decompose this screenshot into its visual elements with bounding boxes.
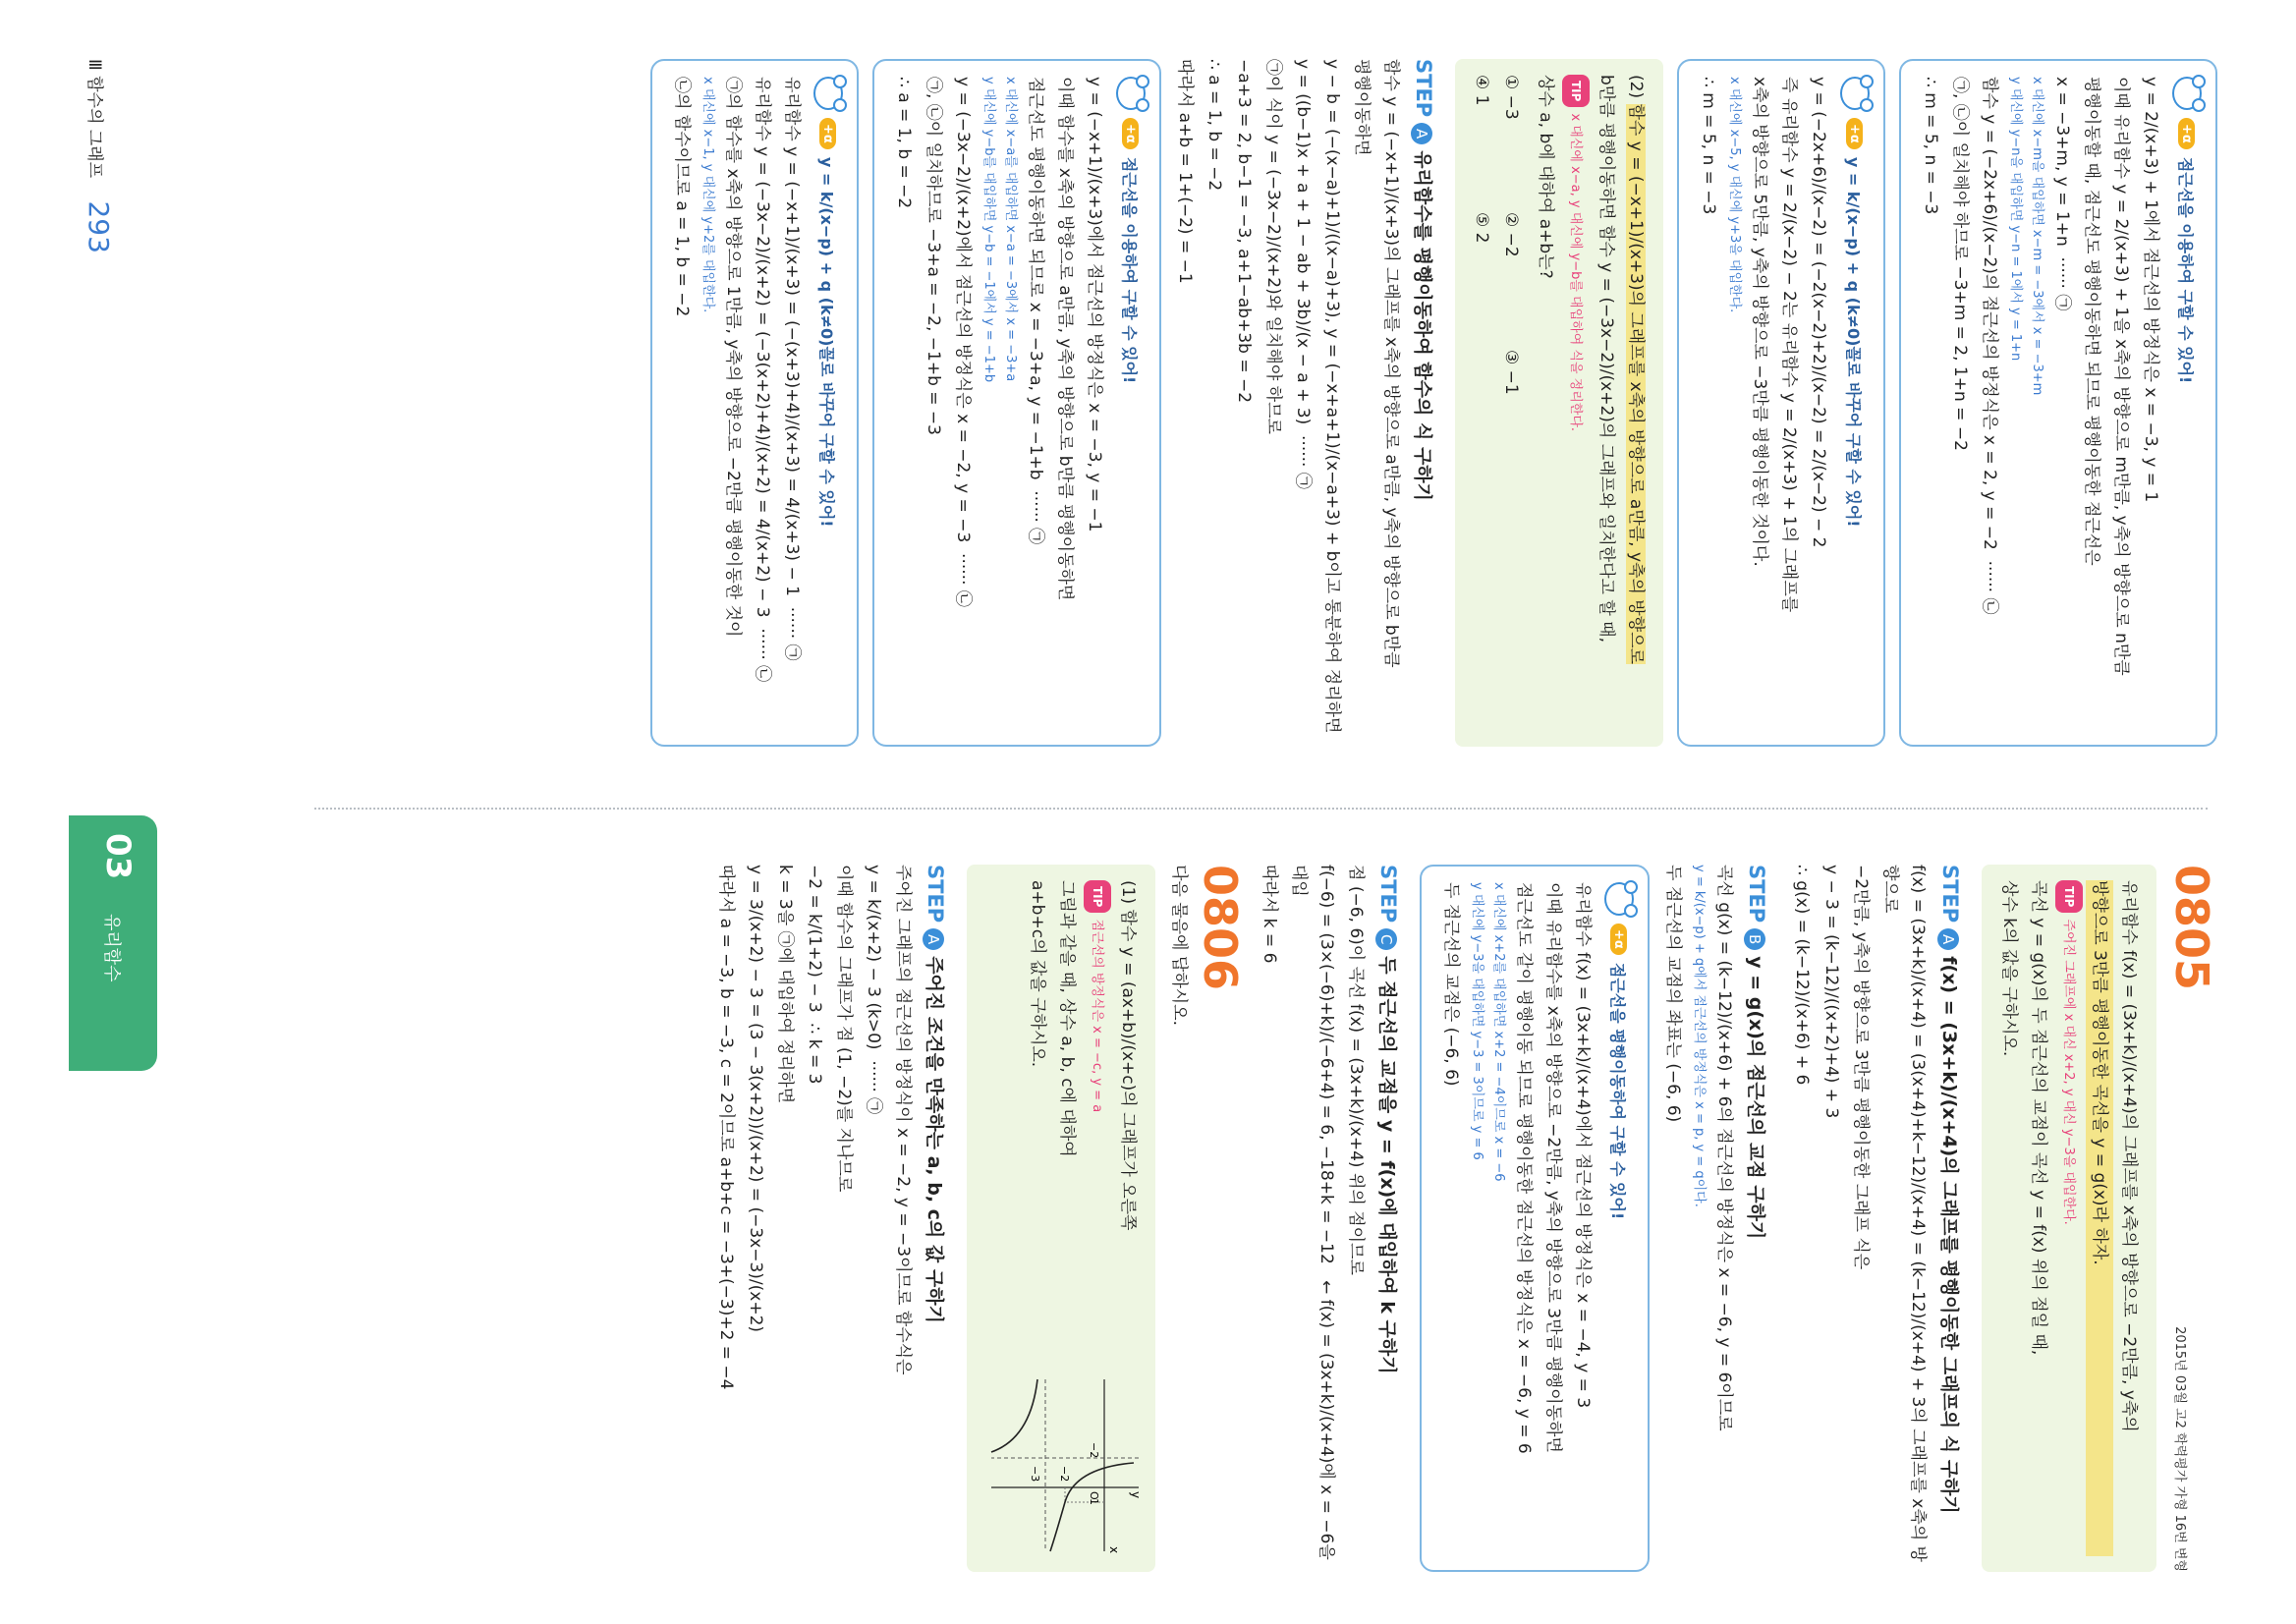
section-name: Ⅲ 함수의 그래프 bbox=[84, 59, 104, 179]
step-a-left bbox=[1411, 59, 1437, 747]
box-line: y = (−2x+6)/(x−2) = (−2(x−2)+2)/(x−2) = 2/(x−2) − 2 bbox=[1809, 77, 1828, 548]
box-line: 함수 y = (−2x+6)/(x−2)의 점근선의 방정식은 x = 2, y = −2 ······ ㉡ bbox=[1980, 77, 1999, 615]
box-note: y 대신에 y−3을 대입하면 y−3 = 3이므로 y = 6 bbox=[1470, 882, 1484, 1160]
step-title: 두 점근선의 교점을 y = f(x)에 대입하여 k 구하기 bbox=[1376, 956, 1398, 1374]
tip-badge: TIP bbox=[1562, 75, 1590, 107]
tick-label: −2 bbox=[1088, 1442, 1100, 1459]
solution-line: ㉠이 식이 y = (−3x−2)/(x+2)와 일치해야 하므로 bbox=[1263, 59, 1283, 434]
problem-part-number: (1) bbox=[1118, 880, 1138, 905]
left-column bbox=[295, 59, 2227, 747]
step-label: STEP bbox=[924, 865, 947, 924]
plus-alpha-icon: +α bbox=[1123, 118, 1140, 149]
problem-source: 2015년 03월 고2 학력평가 가형 16번 변형 bbox=[2172, 1326, 2187, 1572]
box-line: 즉 유리함수 y = 2/(x−2) − 2는 유리함수 y = 2/(x+3) + 1의 그래프를 bbox=[1779, 77, 1799, 613]
right-column bbox=[295, 865, 2227, 1572]
box-title: 점근선을 이용하여 구할 수 있어! bbox=[2176, 156, 2196, 384]
solution-line: 평행이동하면 bbox=[1352, 59, 1372, 156]
curve-left-branch bbox=[991, 1379, 1037, 1452]
solution-line: −2 = k/(1+2) − 3 ∴ k = 3 bbox=[805, 865, 824, 1085]
box-note: x 대신에 x−m을 대입하면 x−m = −3에서 x = −3+m bbox=[2030, 77, 2044, 396]
chapter-name: 유리함수 bbox=[101, 914, 122, 982]
problem-line: 그림과 같을 때, 상수 a, b, c에 대하여 bbox=[1057, 880, 1077, 1157]
step-title: 주어진 조건을 만족하는 a, b, c의 값 구하기 bbox=[924, 956, 945, 1323]
page-number: 293 bbox=[83, 200, 115, 253]
tip-text: 점근선의 방정식은 x = −c, y = a bbox=[1090, 919, 1104, 1113]
solution-note: y = k/(x−p) + q에서 점근선의 방정식은 x = p, y = q이다. bbox=[1692, 865, 1707, 1207]
box-line: 점근선도 같이 평행이동 되므로 평행이동한 점근선의 방정식은 x = −6, y = 6 bbox=[1514, 882, 1534, 1454]
asymptote-box-1 bbox=[1899, 59, 2217, 747]
step-a2-right bbox=[923, 865, 949, 1572]
box-line: 유리함수 f(x) = (3x+k)/(x+4)에서 점근선의 방정식은 x = −4, y = 3 bbox=[1573, 882, 1593, 1409]
column-divider bbox=[314, 808, 2208, 810]
answer-choices bbox=[1467, 75, 1526, 731]
box-line: x = −3+m, y = 1+n ······ ㉠ bbox=[2052, 77, 2072, 311]
step-label: STEP bbox=[1745, 865, 1768, 924]
plus-alpha-icon: +α bbox=[1611, 924, 1628, 955]
tip-badge: TIP bbox=[2055, 880, 2083, 913]
box-note: x 대신에 x+2를 대입하면 x+2 = −4이므로 x = −6 bbox=[1491, 882, 1506, 1182]
solution-line: y = k/(x+2) − 3 (k>0) ······ ㉠ bbox=[864, 865, 883, 1115]
box-line: y = (−3x−2)/(x+2)에서 점근선의 방정식은 x = −2, y = −3 ······ ㉡ bbox=[953, 77, 973, 607]
step-badge: A bbox=[1937, 928, 1959, 950]
asymptote-box-2 bbox=[872, 59, 1161, 747]
solution-line: −2만큼, y축의 방향으로 3만큼 평행이동한 그래프 식은 bbox=[1851, 865, 1871, 1270]
choice-4: ④ 1 bbox=[1472, 75, 1491, 106]
problem-line: 함수 y = (−x+1)/(x+3)의 그래프를 x축의 방향으로 a만큼, y축의 방향으로 bbox=[1626, 103, 1646, 664]
form-box-2 bbox=[650, 59, 859, 747]
solution-line: 따라서 a = −3, b = −3, c = 2이므로 a+b+c = −3+(−3)+2 = −4 bbox=[716, 865, 736, 1390]
solution-line: ∴ g(x) = (k−12)/(x+6) + 6 bbox=[1792, 865, 1812, 1086]
mascot-icon bbox=[1840, 77, 1870, 110]
step-title: 유리함수를 평행이동하여 함수의 식 구하기 bbox=[1412, 150, 1433, 502]
mascot-icon bbox=[1116, 77, 1146, 110]
box-note: x 대신에 x−5, y 대신에 y+3을 대입한다. bbox=[1727, 77, 1742, 313]
plus-alpha-icon: +α bbox=[1847, 118, 1864, 149]
problem-line: 곡선 y = g(x)의 두 점근선의 교점이 곡선 y = f(x) 위의 점일 때, bbox=[2029, 880, 2048, 1356]
solution-line: 따라서 a+b = 1+(−2) = −1 bbox=[1175, 59, 1195, 284]
box-line: ㉠의 함수를 x축의 방향으로 1만큼, y축의 방향으로 −2만큼 평행이동한 것이 bbox=[723, 77, 743, 638]
plus-alpha-icon: +α bbox=[2179, 118, 2196, 149]
solution-line: y − 3 = (k−12)/((x+2)+4) + 3 bbox=[1821, 865, 1841, 1119]
box-line: 유리함수 y = (−3x−2)/(x+2) = (−3(x+2)+4)/(x+2) = 4/(x+2) − 3 ······ ㉡ bbox=[753, 77, 772, 683]
problem-line: 함수 y = (ax+b)/(x+c)의 그래프가 오른쪽 bbox=[1118, 909, 1138, 1231]
choice-1: ① −3 bbox=[1501, 75, 1521, 120]
page-footer bbox=[69, 0, 187, 1624]
box-line: ∴ a = 1, b = −2 bbox=[894, 77, 914, 209]
step-a-right bbox=[1937, 865, 1964, 1572]
solution-line: f(x) = (3x+k)/(x+4) = (3(x+4)+k−12)/(x+4) = (k−12)/(x+4) + 3의 그래프를 x축의 방향으로 bbox=[1880, 865, 1928, 1562]
solution-line: y − b = (−(x−a)+1)/((x−a)+3), y = (−x+a+1)/(x−a+3) + b이고 통분하여 정리하면 bbox=[1322, 59, 1342, 734]
problem-line: 방향으로 3만큼 평행이동한 곡선을 y = g(x)라 하자. bbox=[2086, 880, 2113, 1556]
step-c-right bbox=[1375, 865, 1402, 1572]
problem-line: b만큼 평행이동하면 함수 y = (−3x−2)/(x+2)의 그래프와 일치한다고 할 때, bbox=[1596, 75, 1616, 643]
box-line: ㉠, ㉡이 일치해야 하므로 −3+m = 2, 1+n = −2 bbox=[1950, 77, 1970, 451]
solution-line: y = 3/(x+2) − 3 = (3 − 3(x+2))/(x+2) = (−3x−3)/(x+2) bbox=[746, 865, 765, 1333]
chapter-tab bbox=[69, 815, 157, 1071]
x-axis-label: x bbox=[1107, 1546, 1121, 1554]
form-box-1 bbox=[1677, 59, 1885, 747]
problem-0806-header bbox=[1195, 865, 1246, 1572]
asymptote-box-3 bbox=[1420, 865, 1650, 1572]
box-line: 이때 함수를 x축의 방향으로 a만큼, y축의 방향으로 b만큼 평행이동하면 bbox=[1055, 77, 1075, 601]
step-b-right bbox=[1744, 865, 1770, 1572]
step-label: STEP bbox=[1412, 59, 1435, 118]
step-badge: B bbox=[1744, 928, 1765, 950]
chapter-number: 03 bbox=[98, 833, 138, 880]
box-title: 점근선을 평행이동하여 구할 수 있어! bbox=[1608, 962, 1628, 1220]
tip-text: x 대신에 x−a, y 대신에 y−b를 대입하여 식을 정리한다. bbox=[1568, 113, 1583, 432]
step-title: y = g(x)의 점근선의 교점 구하기 bbox=[1745, 956, 1766, 1240]
problem-line: 상수 k의 값을 구하시오. bbox=[1999, 880, 2019, 1057]
box-note: y 대신에 y−n을 대입하면 y−n = 1에서 y = 1+n bbox=[2008, 77, 2023, 362]
y-axis-label: y bbox=[1129, 1491, 1143, 1499]
solution-line: k = 3을 ㉠에 대입하여 정리하면 bbox=[775, 865, 795, 1104]
box-line: ㉡의 함수이므로 a = 1, b = −2 bbox=[672, 77, 692, 317]
box-line: y = (−x+1)/(x+3)에서 점근선의 방정식은 x = −3, y = −1 bbox=[1085, 77, 1104, 532]
tip-badge: TIP bbox=[1084, 880, 1111, 913]
choice-2: ② −2 bbox=[1501, 212, 1521, 257]
box-line: 점근선도 평행이동하면 되므로 x = −3+a, y = −1+b ······ ㉠ bbox=[1026, 77, 1045, 545]
tick-label: −2 bbox=[1058, 1466, 1071, 1483]
box-title: y = k/(x−p) + q (k≠0)꼴로 바꾸어 구할 수 있어! bbox=[817, 156, 837, 528]
box-line: 이때 유리함수를 x축의 방향으로 −2만큼, y축의 방향으로 3만큼 평행이동하면 bbox=[1543, 882, 1563, 1453]
step-badge: A bbox=[923, 928, 944, 950]
solution-line: 곡선 g(x) = (k−12)/(x+6) + 6의 점근선의 방정식은 x = −6, y = 6이므로 bbox=[1714, 865, 1734, 1431]
tick-label: −3 bbox=[1029, 1466, 1041, 1483]
box-title: y = k/(x−p) + q (k≠0)꼴로 바꾸어 구할 수 있어! bbox=[1844, 156, 1864, 528]
box-note: y 대신에 y−b를 대입하면 y−b = −1에서 y = −1+b bbox=[981, 77, 996, 383]
box-note: x 대신에 x−a를 대입하면 x−a = −3에서 x = −3+a bbox=[1003, 77, 1018, 382]
box-note: x 대신에 x−1, y 대신에 y+2를 대입한다. bbox=[700, 77, 715, 313]
solution-line: 이때 함수의 그래프가 점 (1, −2)를 지나므로 bbox=[834, 865, 854, 1193]
problem-0806 bbox=[967, 865, 1155, 1572]
box-title: 점근선을 이용하여 구할 수 있어! bbox=[1120, 156, 1140, 384]
problem-line: a+b+c의 값을 구하시오. bbox=[1028, 880, 1047, 1068]
tick-label: 1 bbox=[1088, 1498, 1100, 1505]
origin-label: O bbox=[1088, 1491, 1100, 1500]
problem-intro: 다음 물음에 답하시오. bbox=[1169, 865, 1189, 1027]
step-title: f(x) = (3x+k)/(x+4)의 그래프를 평행이동한 그래프의 식 구하기 bbox=[1938, 956, 1960, 1514]
problem-2 bbox=[1455, 59, 1663, 747]
box-line: y = 2/(x+3) + 1에서 점근선의 방정식은 x = −3, y = 1 bbox=[2141, 77, 2160, 503]
step-badge: C bbox=[1375, 928, 1397, 950]
box-line: ∴ m = 5, n = −3 bbox=[1699, 77, 1718, 215]
step-label: STEP bbox=[1938, 865, 1962, 924]
solution-line: ∴ a = 1, b = −2 bbox=[1204, 59, 1224, 192]
tip-text: 주어진 그래프에 x 대신 x+2, y 대신 y−3을 대입한다. bbox=[2061, 919, 2076, 1225]
mascot-icon bbox=[1604, 882, 1634, 916]
box-line: ㉠, ㉡이 일치하므로 −3+a = −2, −1+b = −3 bbox=[924, 77, 943, 435]
problem-line: 유리함수 f(x) = (3x+k)/(x+4)의 그래프를 x축의 방향으로 −2만큼, y축의 bbox=[2119, 880, 2139, 1432]
solution-line: −a+3 = 2, b−1 = −3, a+1−ab+3b = −2 bbox=[1234, 59, 1254, 404]
mascot-icon bbox=[2172, 77, 2202, 110]
solution-line: y = ((b−1)x + a + 1 − ab + 3b)/(x − a + 3) ······ ㉠ bbox=[1293, 59, 1313, 489]
problem-0805 bbox=[1982, 865, 2156, 1572]
problem-0805-header bbox=[2166, 865, 2217, 1572]
solution-line: 따라서 k = 6 bbox=[1260, 865, 1279, 964]
solution-line: 두 점근선의 교점의 좌표는 (−6, 6) bbox=[1663, 865, 1683, 1123]
box-line: 유리함수 y = (−x+1)/(x+3) = (−(x+3)+4)/(x+3) = 4/(x+3) − 1 ······ ㉠ bbox=[782, 77, 802, 661]
mascot-icon bbox=[813, 77, 843, 110]
box-line: 평행이동할 때, 점근선도 평행이동하면 되므로 평행이동한 점근선은 bbox=[2082, 77, 2101, 566]
problem-number: 0806 bbox=[1194, 865, 1247, 991]
choice-5: ⑤ 2 bbox=[1472, 212, 1491, 244]
solution-line: 점 (−6, 6)이 곡선 f(x) = (3x+k)/(x+4) 위의 점이므로 bbox=[1346, 865, 1366, 1275]
problem-line: 상수 a, b에 대하여 a+b는? bbox=[1536, 75, 1555, 279]
box-line: x축의 방향으로 5만큼, y축의 방향으로 −3만큼 평행이동한 것이다. bbox=[1750, 77, 1769, 567]
solution-line: 함수 y = (−x+1)/(x+3)의 그래프를 x축의 방향으로 a만큼, y축의 방향으로 b만큼 bbox=[1381, 59, 1401, 668]
box-line: ∴ m = 5, n = −3 bbox=[1921, 77, 1940, 215]
problem-number: 0805 bbox=[2165, 865, 2218, 991]
choice-3: ③ −1 bbox=[1501, 350, 1521, 395]
box-line: 두 점근선의 교점은 (−6, 6) bbox=[1441, 882, 1461, 1087]
plus-alpha-icon: +α bbox=[820, 118, 837, 149]
hyperbola-graph bbox=[986, 1370, 1144, 1556]
step-badge: A bbox=[1411, 123, 1432, 144]
solution-line: 주어진 그래프의 점근선의 방정식이 x = −2, y = −3이므로 함수식은 bbox=[893, 865, 913, 1375]
problem-part-number: (2) bbox=[1626, 75, 1646, 99]
box-line: 이때 유리함수 y = 2/(x+3) + 1을 x축의 방향으로 m만큼, y축의 방향으로 n만큼 bbox=[2111, 77, 2131, 676]
step-label: STEP bbox=[1376, 865, 1400, 924]
solution-line: f(−6) = (3×(−6)+k)/(−6+4) = 6, −18+k = −12 ← f(x) = (3x+k)/(x+4)에 x = −6을 대입 bbox=[1289, 865, 1336, 1566]
